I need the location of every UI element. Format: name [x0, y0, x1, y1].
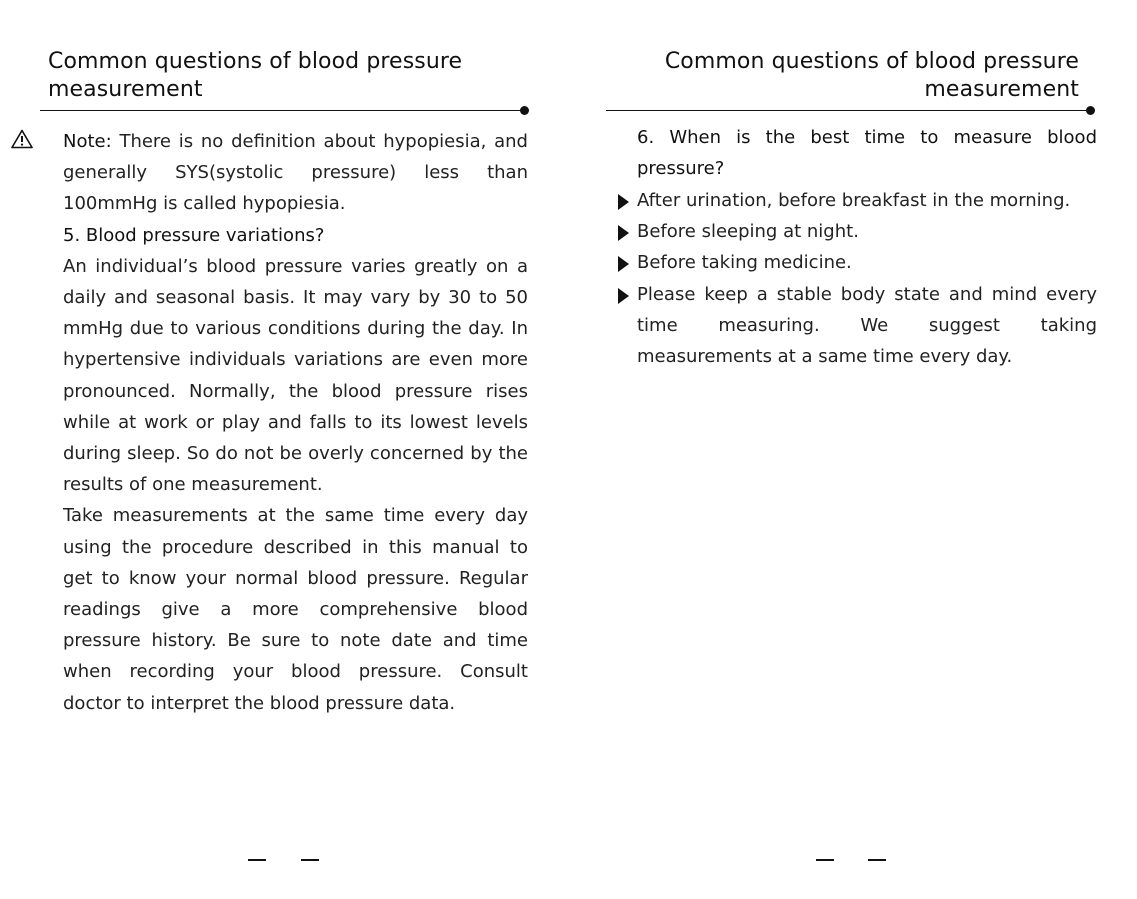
question-heading-6: 6. When is the best time to measure blood pressure?: [637, 127, 1097, 180]
page-number-dash-right: [868, 859, 886, 861]
note-paragraph: [63, 126, 528, 220]
triangle-bullet-icon: [618, 256, 629, 272]
bullet-text: Before sleeping at night.: [637, 221, 859, 243]
left-body: [63, 126, 528, 719]
triangle-bullet-icon: [618, 194, 629, 210]
bullet-item: [637, 216, 1097, 247]
bullet-item: [637, 185, 1097, 216]
variation-paragraph: An individual’s blood pressure varies greatly on a daily and seasonal basis. It may vary by 30 to 50 mmHg due to various conditions during the day. In hypertensive individuals variations are even more pronounced. Normally, the blood pressure rises while at work or play and falls to its lowest levels during sleep. So do not be overly concerned by the results of one measurement.: [63, 255, 528, 496]
page-number-dash-left: [248, 859, 266, 861]
left-title-rule: [40, 110, 525, 111]
bullet-item: [637, 247, 1097, 278]
measurement-paragraph: Take measurements at the same time every day using the procedure described in this manual to get to know your normal blood pressure. Regular readings give a more comprehensive blood pressure history. Be sure to note date and time when recording your blood pressure. Consult doctor to interpret the blood pressure data.: [63, 505, 528, 714]
section-heading-5: 5. Blood pressure variations?: [63, 224, 325, 246]
note-text: There is no definition about hypopiesia, and generally SYS(systolic pressure) less than 100mmHg is called hypopiesia.: [63, 131, 528, 215]
bullet-text: After urination, before breakfast in the morning.: [637, 190, 1071, 211]
note-label: Note:: [63, 131, 112, 152]
triangle-bullet-icon: [618, 288, 629, 304]
page-number-dash-left: [816, 859, 834, 861]
bullet-text: Before taking medicine.: [637, 252, 852, 274]
left-rule-dot: [520, 106, 529, 115]
right-page-title: Common questions of blood pressure measurement: [664, 49, 1079, 102]
right-rule-dot: [1086, 106, 1095, 115]
right-title-rule: [606, 110, 1091, 111]
left-page: [0, 0, 568, 899]
page-number-dash-right: [301, 859, 319, 861]
bullet-item: [637, 279, 1097, 373]
right-page: [568, 0, 1137, 899]
triangle-bullet-icon: [618, 225, 629, 241]
left-page-title: Common questions of blood pressure measurement: [48, 49, 463, 102]
bullet-text: Please keep a stable body state and mind every time measuring. We suggest taking measurements at a same time every day.: [637, 283, 1097, 368]
timing-bullet-list: [637, 185, 1097, 372]
warning-triangle-icon: [37, 128, 59, 148]
